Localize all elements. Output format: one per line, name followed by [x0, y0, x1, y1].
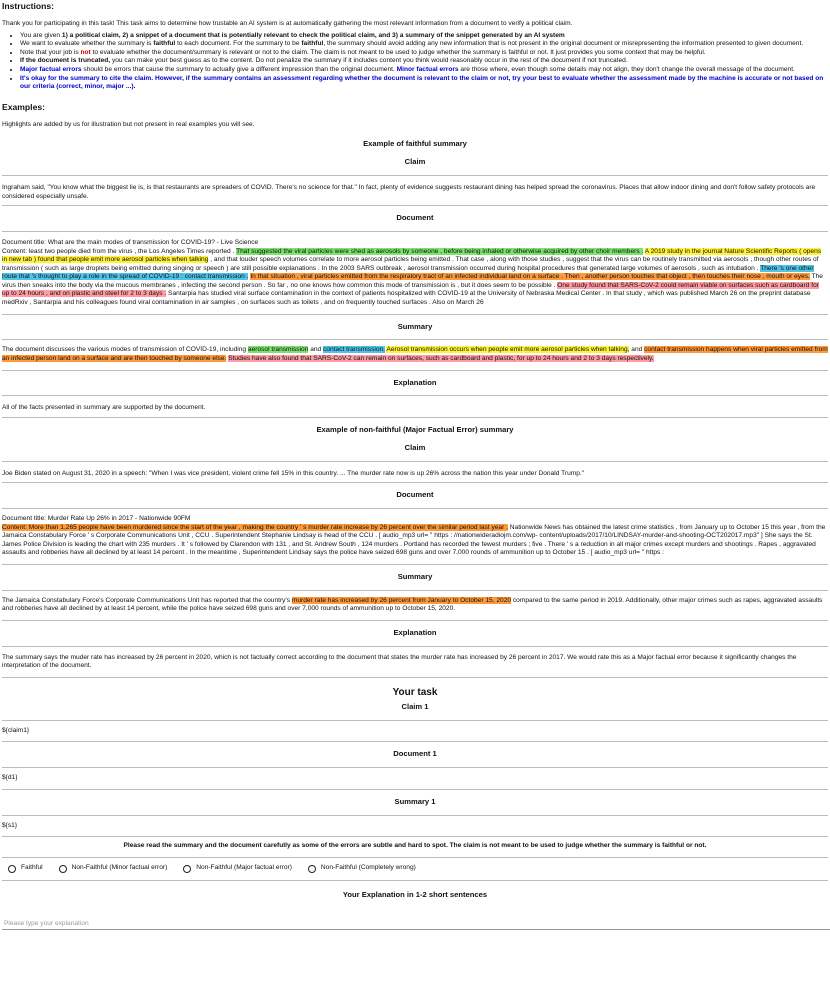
instructions-intro: Thank you for participating in this task! This task aims to determine how trustable an AI system is at automatically gathering the most relevant information from a document to verify a political claim. [2, 20, 573, 28]
example2-explanation: The summary says the muder rate has increased by 26 percent in 2020, which is not factually correct according to the document that states the murder rate has increased by 26 percent in 2017. We would rate this as a Major factual error because it significantly changes the interpretation of the document. [2, 653, 797, 670]
example2-summary-label: Summary [397, 571, 433, 581]
example2-heading: Example of non-faithful (Major Factual Error) summary [316, 425, 514, 435]
explanation-label: Your Explanation in 1-2 short sentences [342, 889, 488, 899]
example2-summary: The Jamaica Constabulary Force's Corporate Communications Unit has reported that the country's murder rate has increased by 26 percent from January to October 15, 2020 compared to the same period in 2019. Additionally, other major crimes such as rapes, aggravated assaults and robberies have all declined by at least 14 percent, while the police have seized 698 guns and over 7,000 rounds of ammunition up to October 15, 2020. [2, 596, 823, 613]
example1-explanation: All of the facts presented in summary are supported by the document. [2, 404, 206, 412]
explanation-input[interactable] [2, 918, 830, 930]
instructions-list [2, 32, 828, 92]
examples-title: Examples: [2, 101, 45, 112]
example2-document-label: Document [396, 490, 434, 500]
example1-document-label: Document [396, 213, 434, 223]
rating-options [2, 858, 828, 880]
example1-document-title: Document title: What are the main modes of transmission for COVID-19? - Live Science [2, 239, 259, 247]
example1-document-content: Content: least two people died from the virus , the Los Angeles Times reported . That suggested the viral particles were shed as aerosols by someone , before being inhaled or otherwise acquired by other choir members . A 2019 study in the journal Nature Scientific Reports ( opens in new tab ) found that people emit more aerosol particles when talking , and that louder speech volumes correlate to more aerosol particles being emitted . That case , along with those studies , suggest that the virus can be routinely transmitted via aerosols , though other routes of transmission ( such as large droplets being emitted during singing or speech ) are still possible explanations . In the 2003 SARS outbreak , aerosol transmission occurred during hospital procedures that generated large volumes of aerosols , such as intubation . There 's one other route that 's thought to play a role in the spread of COVID-19 : contact transmission . In that situation , viral particles emitted from the respiratory tract of an infected individual land on a surface . Then , another person touches that object , then touches their nose , mouth or eyes. The virus then sneaks into the body via the mucous membranes , infecting the second person . So far , no one knows how common this mode of transmission is , but it does seem to be possible . One study found that SARS-CoV-2 could remain viable on surfaces such as cardboard for up to 24 hours , and on plastic and steel for 2 to 3 days . Santarpia has studied viral surface contamination in the context of patients hospitalized with COVID-19 at the University of Nebraska Medical Center . In that study , which was published March 26 on the preprint database medRxiv , Santarpia and his colleagues found viral contamination in air samples , on surfaces such as toilets , and on frequently touched surfaces . Also on March 26 [2, 247, 823, 307]
task-document-label: Document 1 [393, 749, 437, 759]
task-summary-value: ${s1} [2, 821, 18, 829]
instruction-item: • We want to evaluate whether the summary is faithful to each document. For the summary to be faithful, the summary should avoid adding any new information that is not present in the original document or misrepresenting the information presented to given document. [20, 40, 828, 49]
examples-note: Highlights are added by us for illustration but not present in real examples you will see. [2, 120, 255, 128]
instruction-item: • If the document is truncated, you can make your best guess as to the content. Do not penalize the summary if it includes content you think would reasonably occur in the rest of the document if not truncated. [20, 57, 828, 66]
example1-explanation-label: Explanation [393, 377, 437, 387]
example2-claim-label: Claim [404, 442, 426, 452]
example2-document-title: Document title: Murder Rate Up 26% in 2017 - Nationwide 90FM [2, 515, 191, 523]
option-major-error[interactable]: Non-Faithful (Major factual error) [183, 864, 292, 873]
task-claim-label: Claim 1 [401, 701, 429, 711]
option-completely-wrong[interactable]: Non-Faithful (Completely wrong) [308, 864, 416, 873]
instruction-item: • It's okay for the summary to cite the claim. However, if the summary contains an assessment regarding whether the document is relevant to the claim or not, try your best to evaluate whether the assessment made by the machine is accurate or not based on our criteria (correct, minor, major ...). [20, 75, 828, 92]
example1-summary-label: Summary [397, 321, 433, 331]
task-title: Your task [392, 686, 438, 698]
task-instruction: Please read the summary and the document carefully as some of the errors are subtle and hard to spot. The claim is not meant to be used to judge whether the summary is faithful or not. [123, 842, 707, 850]
example1-claim: Ingraham said, "You know what the biggest lie is, is that restaurants are spreaders of COVID. There's no science for that." In fact, plenty of evidence suggests restaurant dining has helped spread the coronavirus. Places that allow indoor dining and don't follow safety protocols are considered especially unsafe. [2, 184, 816, 200]
radio-button[interactable] [308, 865, 316, 873]
radio-button[interactable] [8, 865, 16, 873]
example1-claim-label: Claim [404, 157, 426, 167]
example1-summary: The document discusses the various modes of transmission of COVID-19, including aerosol transmission and contact transmission. Aerosol transmission occurs when people emit more aerosol particles when talking, and contact transmission happens when viral particles emitted from an infected person land on a surface and are then touched by someone else. Studies have also found that SARS-CoV-2 can remain on surfaces, such as cardboard and plastic, for up to 24 hours and 2 to 3 days respectively. [2, 346, 828, 363]
instructions-title: Instructions: [2, 1, 55, 11]
instruction-item: • You are given 1) a political claim, 2) a snippet of a document that is potentially relevant to check the political claim, and 3) a summary of the snippet generated by an AI system [20, 32, 828, 41]
option-minor-error[interactable]: Non-Faithful (Minor factual error) [59, 864, 168, 873]
radio-button[interactable] [59, 865, 67, 873]
task-document-value: ${d1} [2, 774, 18, 782]
example2-claim: Joe Biden stated on August 31, 2020 in a speech: "When I was vice president, violent crime fell 15% in this country. ... The murder rate now is up 26% across the nation this year under Donald Trump." [2, 469, 585, 477]
task-claim-value: ${claim1} [2, 726, 30, 734]
example2-document-content: Content: More than 1,265 people have been murdered since the start of the year , making the country ' s murder rate increase by 26 percent over the similar period last year . Nationwide News has obtained the latest crime statistics , from January up to October 15 this year , from the Jamaica Constabulary Force ' s Corporate Communications Unit , CCU . Superintendent Stephanie Lindsay is head of the CCU . [ audio_mp3 url= " https : //nationwideradiojm.com/wp- content/uploads/2017/10/LINDSAY-murder-and-shooting-OCT202017.mp3" ] She says the St. James Police Division is leading the chart with 235 murders . It ' s followed by Clarendon with 131 , and St. Andrew South , 124 murders . Portland has recorded the fewest murders ; five . There ' s a reduction in all major crimes except murders and shootings . Rapes , aggravated assaults and robberies have all declined by at least 14 percent . In the meantime , Superintendent Lindsay says the police have seized 698 guns and over 7,000 rounds of ammunition up to October 15 . [ audio_mp3 url= " https : [2, 523, 826, 557]
instruction-item: • Note that your job is not to evaluate whether the document/summary is relevant or not to the claim. The claim is not meant to be used to judge whether the summary is faithful or not. It just provides you some context that may be helpful. [20, 49, 828, 58]
instruction-item: • Major factual errors should be errors that cause the summary to actually give a different impression than the original document. Minor factual errors are those where, even though some details may not align, they don't change the overall message of the document. [20, 66, 828, 75]
option-faithful[interactable]: Faithful [8, 864, 43, 873]
example2-explanation-label: Explanation [393, 627, 437, 637]
task-summary-label: Summary 1 [394, 796, 436, 806]
example1-heading: Example of faithful summary [363, 139, 467, 149]
radio-button[interactable] [183, 865, 191, 873]
